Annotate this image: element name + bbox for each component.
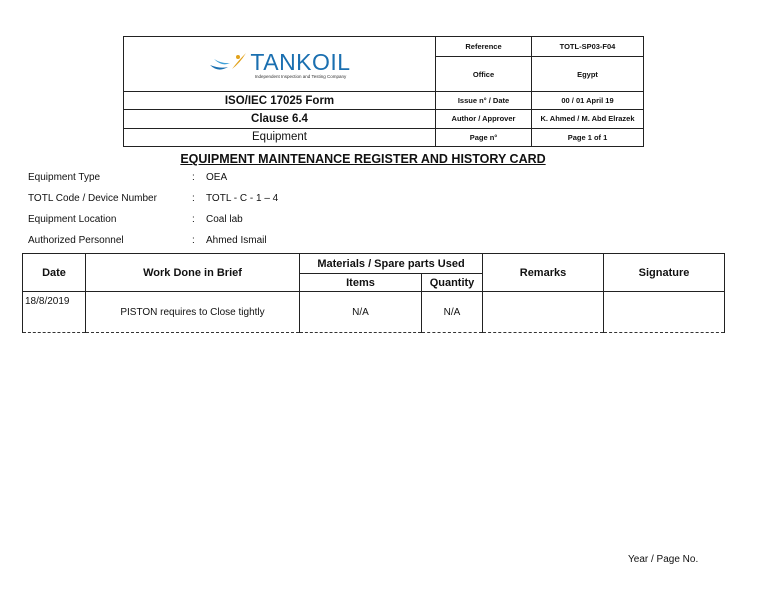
info-label: Authorized Personnel <box>28 235 124 246</box>
document-header <box>123 36 644 147</box>
clause: Clause 6.4 <box>124 110 436 128</box>
cell-items: N/A <box>300 292 422 333</box>
reference-label: Reference <box>436 37 532 57</box>
cell-signature <box>604 292 725 333</box>
issue-label: Issue n° / Date <box>436 91 532 109</box>
col-materials: Materials / Spare parts Used <box>300 254 483 274</box>
info-value: Coal lab <box>206 214 243 225</box>
info-value: TOTL - C - 1 – 4 <box>206 193 279 204</box>
author-label: Author / Approver <box>436 110 532 128</box>
col-quantity: Quantity <box>422 274 483 292</box>
table-row <box>23 292 725 333</box>
page-value: Page 1 of 1 <box>532 128 644 146</box>
cell-remarks <box>483 292 604 333</box>
cell-work: PISTON requires to Close tightly <box>86 292 300 333</box>
info-label: Equipment Type <box>28 172 101 183</box>
logo-tagline: Independent Inspection and Testing Company <box>254 73 347 79</box>
page-title: EQUIPMENT MAINTENANCE REGISTER AND HISTORY CARD <box>180 152 546 166</box>
col-signature: Signature <box>604 254 725 292</box>
office-label: Office <box>436 57 532 92</box>
form-title: ISO/IEC 17025 Form <box>124 91 436 109</box>
cell-date: 18/8/2019 <box>23 292 86 333</box>
logo <box>124 37 436 92</box>
info-value: Ahmed Ismail <box>206 235 267 246</box>
info-label: TOTL Code / Device Number <box>28 193 157 204</box>
footer-page-number: Year / Page No. <box>628 554 699 565</box>
col-remarks: Remarks <box>483 254 604 292</box>
info-label: Equipment Location <box>28 214 117 225</box>
col-items: Items <box>300 274 422 292</box>
page-label: Page n° <box>436 128 532 146</box>
reference-value: TOTL-SP03-F04 <box>532 37 644 57</box>
category: Equipment <box>124 128 436 146</box>
col-work: Work Done in Brief <box>86 254 300 292</box>
maintenance-register-table <box>22 253 725 333</box>
issue-value: 00 / 01 April 19 <box>532 91 644 109</box>
logo-wings-icon <box>208 51 250 77</box>
logo-name: TANKOIL <box>250 48 351 75</box>
info-value: OEA <box>206 172 228 183</box>
cell-quantity: N/A <box>422 292 483 333</box>
col-date: Date <box>23 254 86 292</box>
office-value: Egypt <box>532 57 644 92</box>
author-value: K. Ahmed / M. Abd Elrazek <box>532 110 644 128</box>
